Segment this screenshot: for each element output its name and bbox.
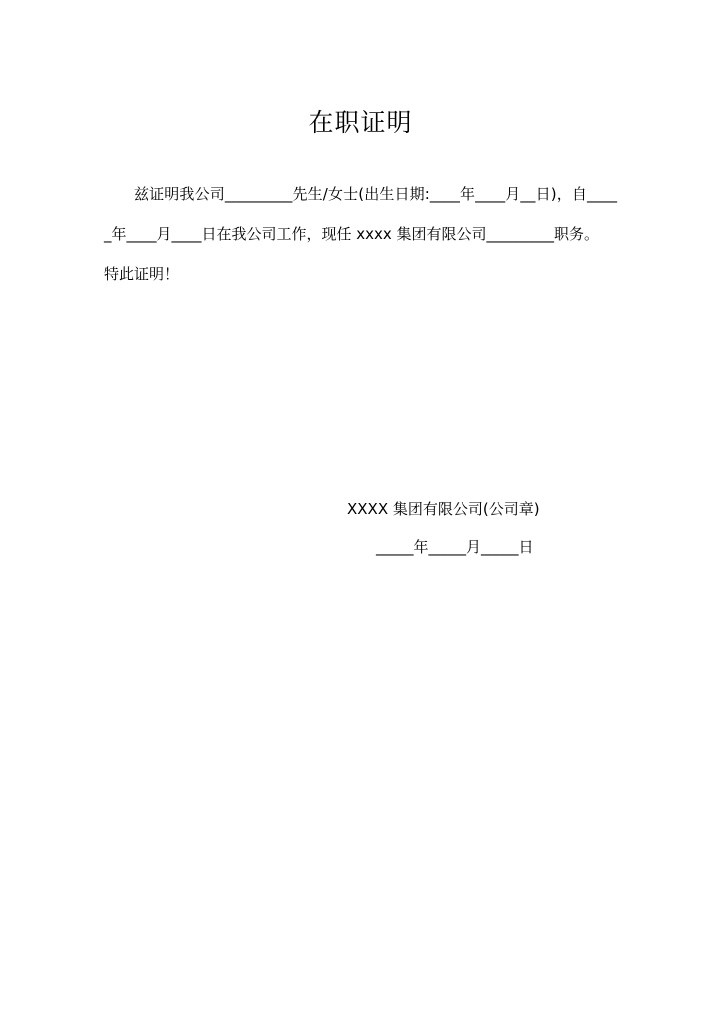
page-title: 在职证明 bbox=[308, 108, 413, 137]
signature-block bbox=[104, 294, 617, 566]
signature-date: _____年_____月_____日 bbox=[376, 538, 534, 556]
certify-paragraph: 兹证明我公司_________先生/女士(出生日期:____年____月__日)，自_____年____月____日在我公司工作，现任 xxxx 集团有限公司_________职务。 bbox=[104, 185, 617, 243]
document-body bbox=[104, 138, 617, 294]
signature-company: XXXX 集团有限公司(公司章) bbox=[347, 500, 540, 518]
closing-paragraph: 特此证明！ bbox=[104, 265, 180, 283]
